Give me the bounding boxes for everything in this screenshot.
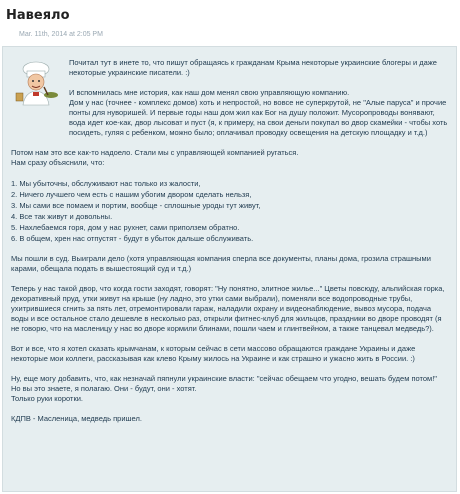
claims-list: [11, 178, 448, 244]
post-intro: Почитал тут в инете то, что пишут обращаясь к гражданам Крыма некоторые украинские блогеры и даже некоторые украинские писатели. :) И вспомнилась мне история, как наш дом менял свою управляющую компанию. Дом у нас (точнее - комплекс домов) хоть и непростой, но вовсе не суперкрутой, не "Алые паруса" и прочие понты для нуворишей. И первые годы наш дом жил как Бог на душу положит. Мусоропроводы вонявают, вода идет кое-как, двор лысоват и пуст (я, к примеру, на свои деньги покупал во двор скамейки - чтобы хоть посидеть, гуляя с ребенком, можно было; оплачивал проводку освещения на детскую площадку и т.д.): [69, 58, 448, 137]
paragraph-2: Потом нам это все как-то надоело. Стали мы с управляющей компанией ругаться. Нам сразу объяснили, что:: [11, 148, 299, 167]
chef-avatar-icon: [11, 59, 61, 109]
list-item: 5. Нахлебаемся горя, дом у нас рухнет, сами приползем обратно.: [11, 223, 240, 232]
post-footer: КДПВ - Масленица, медведь пришел.: [11, 414, 142, 423]
post-body: [2, 46, 457, 492]
paragraph-4: Теперь у нас такой двор, что когда гости заходят, говорят: "Ну понятно, элитное жилье..." Цветы повсюду, альпийская горка, декоративный пруд, утки живут на крыше (ну ладно, это утки сами выбрали), поменяли все водопроводные трубы, ухитрившиеся сгнить за пять лет, отремонтировали гараж, наладили охрану и видеонаблюдение, вывоз мусора, подача воды и все остальное стало дешевле в несколько раз, открыли фитнес-клуб для жильцов, праздники во дворе проводят (я не говорю, что на масленицу у нас во дворе кормили блинами, пошли чаем и глинтвейном, а также танцевал медведь?).: [11, 284, 445, 333]
list-item: 3. Мы сами все помаем и портим, вообще - сплошные уроды тут живут,: [11, 201, 261, 210]
paragraph-3: Мы пошли в суд. Выиграли дело (хотя управляющая компания сперла все документы, планы дома, грозила страшными карами, обещала подать в вышестоящий суд и т.д.): [11, 254, 431, 273]
list-item: 4. Все так живут и довольны.: [11, 212, 113, 221]
post-title: Навеяло: [6, 8, 70, 23]
paragraph-6: Ну, еще могу добавить, что, как незначай пяпнули украинские власти: "сейчас обещаем что угодно, вешать будем потом!" Но вы это знаете, я полагаю. Они - будут, они - хотят. Только руки коротки.: [11, 374, 437, 403]
list-item: 2. Ничего лучшего чем есть с нашим убогим двором сделать нельзя,: [11, 190, 252, 199]
post-date: Mar. 11th, 2014 at 2:05 PM: [19, 31, 103, 38]
list-item: 1. Мы убыточны, обслуживают нас только из жалости,: [11, 179, 201, 188]
paragraph-5: Вот и все, что я хотел сказать крымчанам, к которым сейчас в сети массово обращаются граждане Украины и даже некоторые мои коллеги, рассказывая как клево Крыму жилось на Украине и как страшно и ужасно жить в России. :): [11, 344, 416, 363]
list-item: 6. В общем, хрен нас отпустят - будут в убыток дальше обслуживать.: [11, 234, 254, 243]
